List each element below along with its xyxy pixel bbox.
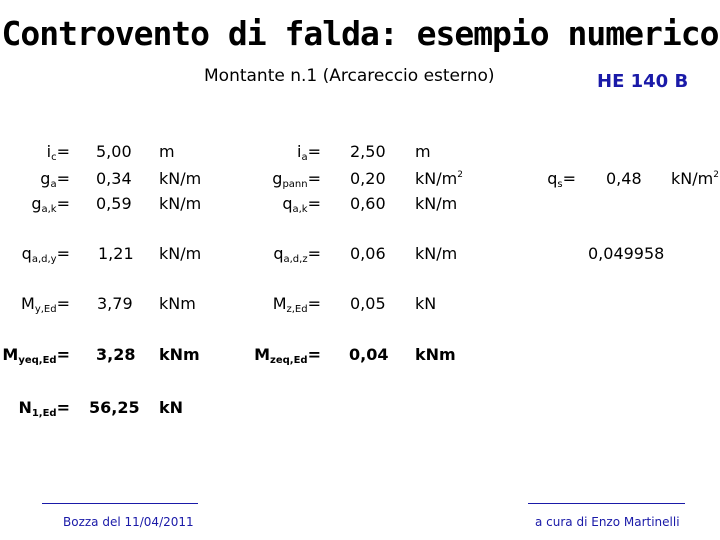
unit-mzeq: kNm bbox=[415, 345, 456, 364]
label-n1ed: $N_{1,Ed}=$ bbox=[18, 398, 70, 419]
label-ia: $i_a=$ bbox=[297, 142, 321, 163]
value-ga: 0,34 bbox=[96, 169, 132, 188]
label-myeq: $M_{yeq,Ed}=$ bbox=[2, 345, 70, 366]
unit-myed: kNm bbox=[159, 294, 196, 313]
label-gpann: $g_{pann}=$ bbox=[272, 169, 321, 190]
label-qady: $q_{a,d,y}=$ bbox=[21, 244, 70, 265]
unit-n1ed: kN bbox=[159, 398, 184, 417]
value-ic: 5,00 bbox=[96, 142, 132, 161]
value-gak: 0,59 bbox=[96, 194, 132, 213]
label-gak: $g_{a,k}=$ bbox=[31, 194, 70, 215]
footer-date: Bozza del 11/04/2011 bbox=[63, 515, 194, 529]
value-qady: 1,21 bbox=[98, 244, 134, 263]
value-myed: 3,79 bbox=[97, 294, 133, 313]
subtitle: Montante n.1 (Arcareccio esterno) bbox=[204, 66, 495, 86]
label-mzed: $M_{z,Ed}=$ bbox=[272, 294, 321, 315]
label-ga: $g_a=$ bbox=[40, 169, 70, 190]
label-ic: $i_c=$ bbox=[46, 142, 70, 163]
unit-myeq: kNm bbox=[159, 345, 200, 364]
unit-gpann: $kN/m^2$ bbox=[415, 169, 463, 188]
label-mzeq: $M_{zeq,Ed}=$ bbox=[254, 345, 321, 366]
footer-divider-right bbox=[528, 503, 685, 504]
value-qs: 0,48 bbox=[606, 169, 642, 188]
value-qak: 0,60 bbox=[350, 194, 386, 213]
label-qak: $q_{a,k}=$ bbox=[282, 194, 321, 215]
label-qs: $q_s=$ bbox=[547, 169, 576, 190]
unit-qak: kN/m bbox=[415, 194, 458, 213]
profile-label: HE 140 B bbox=[597, 71, 689, 92]
unit-mzed: kN bbox=[415, 294, 437, 313]
unit-gak: kN/m bbox=[159, 194, 202, 213]
footer-author: a cura di Enzo Martinelli bbox=[535, 515, 680, 529]
label-qadz: $q_{a,d,z}=$ bbox=[273, 244, 321, 265]
footer-divider-left bbox=[42, 503, 198, 504]
page-title: Controvento di falda: esempio numerico bbox=[1, 14, 719, 53]
unit-ic: m bbox=[159, 142, 175, 161]
value-n1ed: 56,25 bbox=[89, 398, 140, 417]
unit-qady: kN/m bbox=[159, 244, 202, 263]
unit-ia: m bbox=[415, 142, 431, 161]
value-qadz: 0,06 bbox=[350, 244, 386, 263]
value-ia: 2,50 bbox=[350, 142, 386, 161]
label-myed: $M_{y,Ed}=$ bbox=[21, 294, 70, 315]
unit-qadz: kN/m bbox=[415, 244, 458, 263]
value-extra: 0,049958 bbox=[588, 244, 665, 263]
unit-qs: $kN/m^2$ bbox=[671, 169, 719, 188]
value-myeq: 3,28 bbox=[96, 345, 136, 364]
value-gpann: 0,20 bbox=[350, 169, 386, 188]
value-mzeq: 0,04 bbox=[349, 345, 389, 364]
value-mzed: 0,05 bbox=[350, 294, 386, 313]
unit-ga: kN/m bbox=[159, 169, 202, 188]
